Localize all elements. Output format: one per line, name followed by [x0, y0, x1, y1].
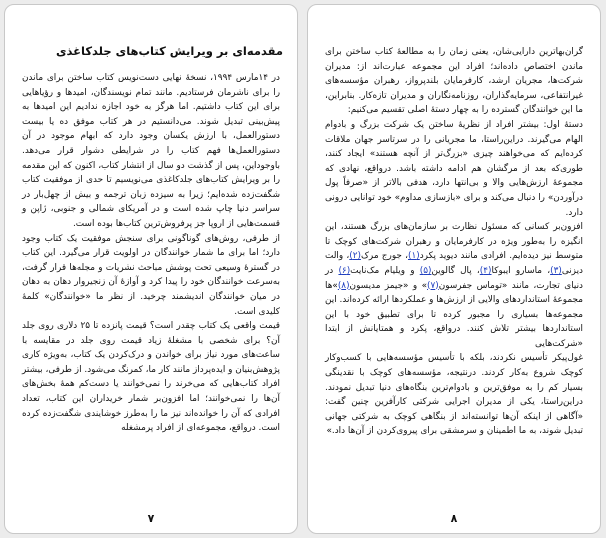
footnote-link[interactable]: (۵) — [419, 265, 432, 276]
footnote-link[interactable]: (۸) — [337, 280, 350, 291]
right-page — [307, 4, 601, 534]
text-run: ، جورج مرک — [360, 251, 408, 262]
paragraph: غول‌پیکر تأسیس نکردند، بلکه با تأسیس مؤسسه‌هایی با کسب‌وکار کوچک شروع به‌کار کردند. درنتیجه، مؤسسه‌های کوچک با نقدینگی بسیار کم را به موفق‌ترین و بادوام‌ترین بنگاه‌های دنیا تبدیل نمودند. دراین‌راستا، یکی از مدیران اجرایی شرکتی کارآفرین چنین گفت: «آگاهی از اینکه آن‌ها توانسته‌اند از بنگاهی کوچک به شرکتی جهانی تبدیل شوند، به ما اطمینان و سرمشقی برای پیروی‌کردن از آن‌ها داد.» — [325, 353, 583, 437]
right-page-text — [325, 45, 583, 439]
footnote-link[interactable]: (۲) — [349, 251, 361, 262]
text-run: ، والت دیزنی — [325, 251, 583, 276]
page-number: ۸ — [450, 512, 458, 525]
footnote-link[interactable]: (۱) — [408, 251, 420, 262]
footnote-link[interactable]: (۴) — [479, 265, 492, 276]
left-page-text — [22, 71, 280, 436]
text-run: ، پال گالوین — [431, 265, 480, 276]
footnote-link[interactable]: (۳) — [550, 265, 562, 276]
text-run: در دنیای تجارت، مانند «توماس جفرسون — [325, 265, 584, 291]
text-run: افزون‌بر کسانی که مسئول نظارت بر سازمان‌های بزرگ هستند، این انگیزه را به‌طور ویژه در کارفرمایان و رهبران شرکت‌های کوچک تا متوسط نیز دیده‌ایم. افرادی مانند دیوید پکرد — [325, 222, 583, 262]
text-run: » و «جیمز مدیسون — [349, 280, 428, 291]
text-run: ، ماسارو ایبوکا — [491, 265, 551, 276]
paragraph — [325, 220, 583, 351]
footnote-link[interactable]: (۷) — [427, 280, 439, 291]
paragraph: در ۱۴مارس ۱۹۹۴، نسخهٔ نهایی دست‌نویس کتاب ساختن برای ماندن را برای ناشرمان فرستادیم. مانند تمام نویسندگان، امیدها و رؤیاهایی برای این کتاب داشتیم. اما هرگز به خود اجازه ندادیم این امیدها به پیش‌بینی تبدیل شوند. می‌دانستیم در هر کتاب موفق ده یا بیست دستورالعمل، با ارزش یکسان وجود دارد که ابهام موجود در آن دستورالعمل‌ها فهم کتاب را در شرایطی دشوار قرار می‌دهد. باوجوداین، پس از گذشت دو سال از انتشار کتاب، اکنون که این مقدمه را بر ویرایش کتاب‌های جلدکاغذی می‌نویسیم تا حدی از موفقیت کتاب شگفت‌زده شده‌ایم؛ زیرا به سیزده زبان ترجمه و بیش از چهل‌بار در سراسر دنیا چاپ شده است و در آمریکای شمالی و جنوبی، ژاپن و قسمت‌هایی از اروپا جز پرفروش‌ترین کتاب‌ها بوده است. — [22, 73, 280, 229]
left-page — [4, 4, 298, 534]
paragraph: گران‌بهاترین دارایی‌شان، یعنی زمان را به مطالعهٔ کتاب ساختن برای ماندن اختصاص داده‌اند؛ افراد این مجموعه عبارت‌اند از: مدیران شرکت‌ها، مجریان ارشد، کارفرمایان بلندپرواز، رهبران مؤسسه‌های غیرانتفاعی، سرمایه‌گذاران، روزنامه‌نگاران و مدیران تازه‌کار. بنابراین، ما این خوانندگان گسترده را به چهار دستهٔ اصلی تقسیم می‌کنیم: — [325, 47, 583, 116]
chapter-title: مقدمه‌ای بر ویرایش کتاب‌های جلدکاغذی — [56, 44, 283, 58]
paragraph: از طرفی، روش‌های گوناگونی برای سنجش موفقیت یک کتاب وجود دارد؛ اما برای ما شمار خوانندگان در اولویت قرار می‌گیرد. این کتاب در گسترهٔ وسیعی تحت پوشش مباحث نشریات و مجله‌ها قرار گرفت، به‌سرعت خوانندگان خود را پیدا کرد و آوازهٔ آن زنجیروار دهان به دهان در میان خوانندگان اندیشمند چرخید. از نظر ما «خوانندگان» کلمهٔ کلیدی است. — [22, 233, 280, 317]
text-run: »ها مجموعهٔ استانداردهای والایی از ارزش‌ها و عملکردها ارائه کرده‌اند. این مجموعه‌ها بسیاری را مجبور کرده تا برای تطبیق خود با این استانداردها بیشتر تلاش کنند. درواقع، پکرد و همتایانش از ابتدا «شرکت‌هایی — [325, 280, 583, 349]
footnote-link[interactable]: (۶) — [338, 265, 351, 276]
text-run: و ویلیام مک‌نایت — [350, 265, 420, 276]
paragraph: قیمت واقعی یک کتاب چقدر است؟ قیمت پانزده تا ۲۵ دلاری روی جلد آن؟ برای شخصی با مشغلهٔ زیاد قیمت روی جلد در مقایسه با ساعت‌های مورد نیاز برای خواندن و درک‌کردن یک کتاب، به‌ویژه کاری پژوهش‌بنیان و ایده‌پرداز مانند کار ما، کمرنگ می‌شود. از طرفی، بیشتر افراد کتاب‌هایی که می‌خرند را نمی‌خوانند یا دست‌کم همهٔ بخش‌های آن‌ها را نمی‌خوانند؛ اما افزون‌بر شمار خریداران این کتاب، تعداد افرادی که آن را خوانده‌اند نیز ما را به‌طرز خوشایندی شگفت‌زده کرده است. درواقع، مجموعه‌ای از افراد پرمشغله — [22, 321, 280, 434]
paragraph: دستهٔ اول: بیشتر افراد از نظریهٔ ساختن یک شرکت بزرگ و بادوام الهام می‌گیرند. دراین‌راستا، ما مجریانی را در سرتاسر جهان ملاقات کرده‌ایم که می‌خواهند چیزی «بزرگ‌تر از آنچه هستند» ایجاد کنند، طوری‌که بعد از مرگشان هم ادامه داشته باشد. درواقع، نهادی که مجموعهٔ ارزش‌هایی والا و بی‌انتها دارد، هدفی بالاتر از «صرفاً پول درآوردن» را دنبال می‌کند و برای «بازسازی مداوم» خود توانایی درونی دارد. — [325, 119, 583, 218]
page-number: ۷ — [147, 512, 155, 525]
